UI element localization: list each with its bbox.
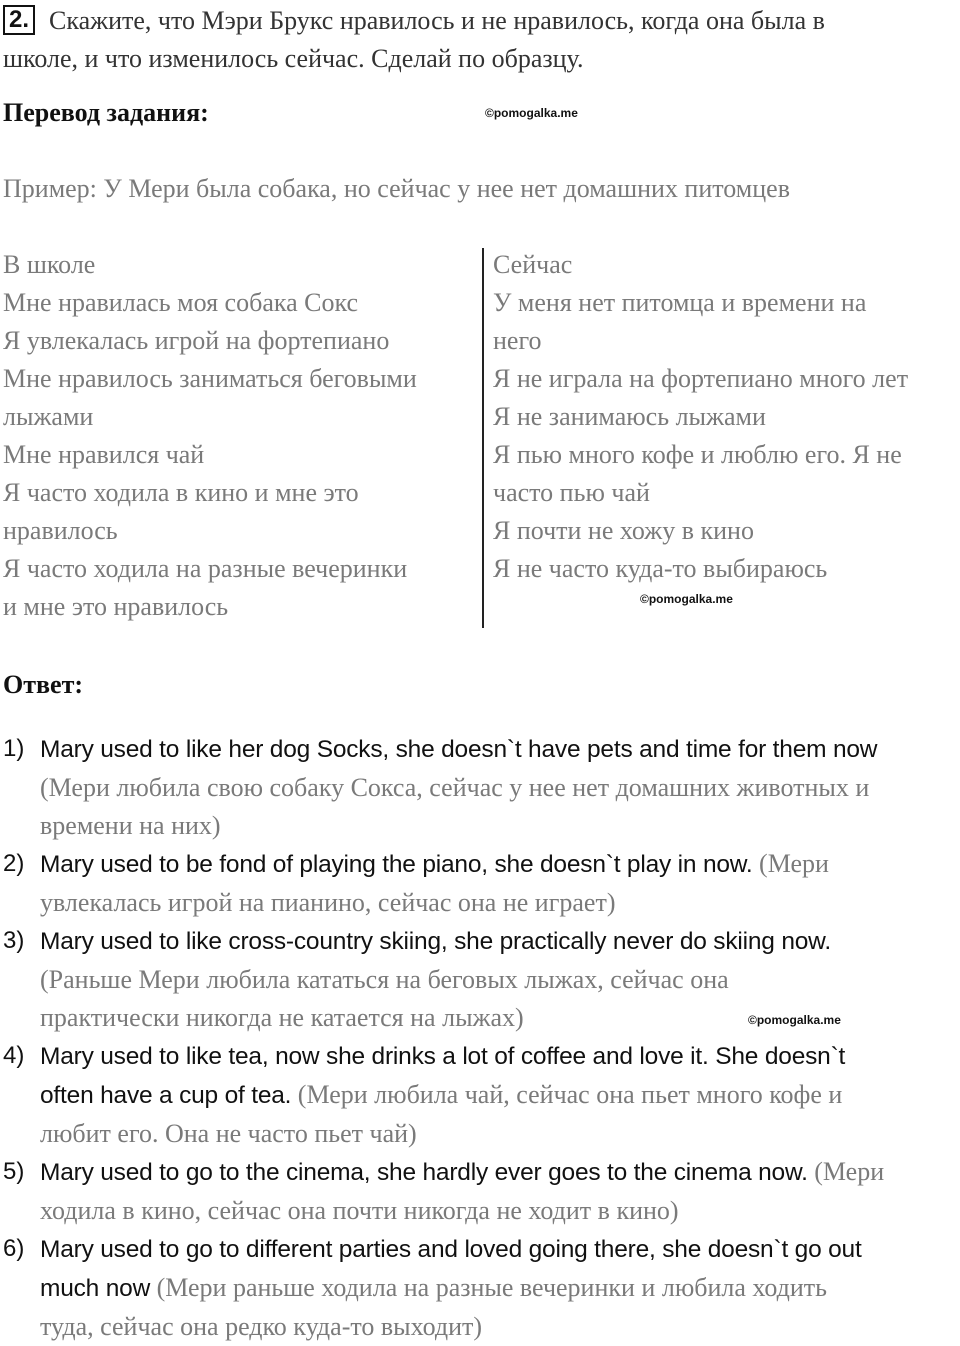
- table-column-now: [493, 246, 958, 588]
- table-left-line: Мне нравилось заниматься беговыми: [3, 364, 417, 393]
- table-left-line: лыжами: [3, 402, 94, 431]
- table-divider: [482, 248, 484, 628]
- answer-translation: практически никогда не катается на лыжах): [40, 1003, 524, 1032]
- watermark: ©pomogalka.me: [485, 106, 578, 120]
- answer-number: 6): [3, 1235, 25, 1262]
- table-left-line: Мне нравилась моя собака Сокс: [3, 288, 358, 317]
- answer-translation: (Мери: [752, 849, 829, 878]
- task-text-line-2: школе, и что изменилось сейчас. Сделай по образцу.: [3, 44, 584, 73]
- answer-number: 3): [3, 927, 25, 954]
- answer-heading: Ответ:: [3, 670, 84, 699]
- answer-translation: (Мери: [807, 1157, 885, 1186]
- answer-translation: туда, сейчас она редко куда-то выходит): [40, 1312, 483, 1341]
- answer-translation: времени на них): [40, 811, 221, 840]
- table-left-line: Я часто ходила в кино и мне это: [3, 478, 359, 507]
- table-right-line: У меня нет питомца и времени на: [493, 288, 867, 317]
- watermark: ©pomogalka.me: [748, 1013, 841, 1027]
- table-left-line: нравилось: [3, 516, 118, 545]
- table-left-line: Я часто ходила на разные вечеринки: [3, 554, 408, 583]
- task-text-line-1: Скажите, что Мэри Брукс нравилось и не нравилось, когда она была в: [49, 6, 825, 35]
- answer-english: Mary used to be fond of playing the piano, she doesn`t play in now.: [40, 851, 753, 878]
- answer-english: Mary used to like her dog Socks, she doesn`t have pets and time for them now: [40, 736, 878, 763]
- answer-english: Mary used to go to different parties and loved going there, she doesn`t go out: [40, 1236, 862, 1263]
- answer-number: 1): [3, 735, 25, 762]
- table-left-line: и мне это нравилось: [3, 592, 229, 621]
- answer-item-5: [3, 1153, 958, 1230]
- answer-item-1: [3, 730, 958, 845]
- table-right-line: Я не занимаюсь лыжами: [493, 402, 766, 431]
- answer-translation: (Мери любила свою собаку Сокса, сейчас у нее нет домашних животных и: [40, 773, 870, 802]
- answer-english: often have a cup of tea.: [40, 1082, 292, 1109]
- answer-item-2: [3, 845, 958, 922]
- answer-number: 4): [3, 1042, 25, 1069]
- task-number: 2.: [3, 5, 35, 35]
- answer-english: Mary used to like tea, now she drinks a lot of coffee and love it. She doesn`t: [40, 1043, 846, 1070]
- watermark: ©pomogalka.me: [640, 592, 733, 606]
- table-left-line: Мне нравился чай: [3, 440, 205, 469]
- table-column-school: [3, 246, 473, 626]
- task-statement: [3, 2, 953, 78]
- answer-number: 5): [3, 1158, 25, 1185]
- answer-item-6: [3, 1230, 958, 1346]
- table-right-line: него: [493, 326, 542, 355]
- table-left-line: В школе: [3, 250, 96, 279]
- answer-english: much now: [40, 1275, 151, 1302]
- answer-item-4: [3, 1037, 958, 1153]
- table-right-line: Я почти не хожу в кино: [493, 516, 754, 545]
- answer-number: 2): [3, 850, 25, 877]
- answer-list: [3, 730, 958, 1346]
- table-right-line: Я пью много кофе и люблю его. Я не: [493, 440, 902, 469]
- example-text: Пример: У Мери была собака, но сейчас у нее нет домашних питомцев: [3, 174, 790, 203]
- answer-english: Mary used to like cross-country skiing, she practically never do skiing now.: [40, 928, 831, 955]
- answer-translation: (Мери любила чай, сейчас она пьет много кофе и: [291, 1080, 843, 1109]
- table-right-line: Сейчас: [493, 250, 573, 279]
- translation-heading: Перевод задания:: [3, 98, 209, 127]
- table-right-line: часто пью чай: [493, 478, 650, 507]
- answer-translation: любит его. Она не часто пьет чай): [40, 1119, 417, 1148]
- answer-translation: (Мери раньше ходила на разные вечеринки и любила ходить: [150, 1273, 828, 1302]
- answer-english: Mary used to go to the cinema, she hardly ever goes to the cinema now.: [40, 1159, 808, 1186]
- table-left-line: Я увлекалась игрой на фортепиано: [3, 326, 390, 355]
- answer-translation: увлекалась игрой на пианино, сейчас она не играет): [40, 888, 616, 917]
- answer-translation: (Раньше Мери любила кататься на беговых лыжах, сейчас она: [40, 965, 729, 994]
- table-right-line: Я не часто куда-то выбираюсь: [493, 554, 828, 583]
- answer-translation: ходила в кино, сейчас она почти никогда не ходит в кино): [40, 1196, 679, 1225]
- table-right-line: Я не играла на фортепиано много лет: [493, 364, 909, 393]
